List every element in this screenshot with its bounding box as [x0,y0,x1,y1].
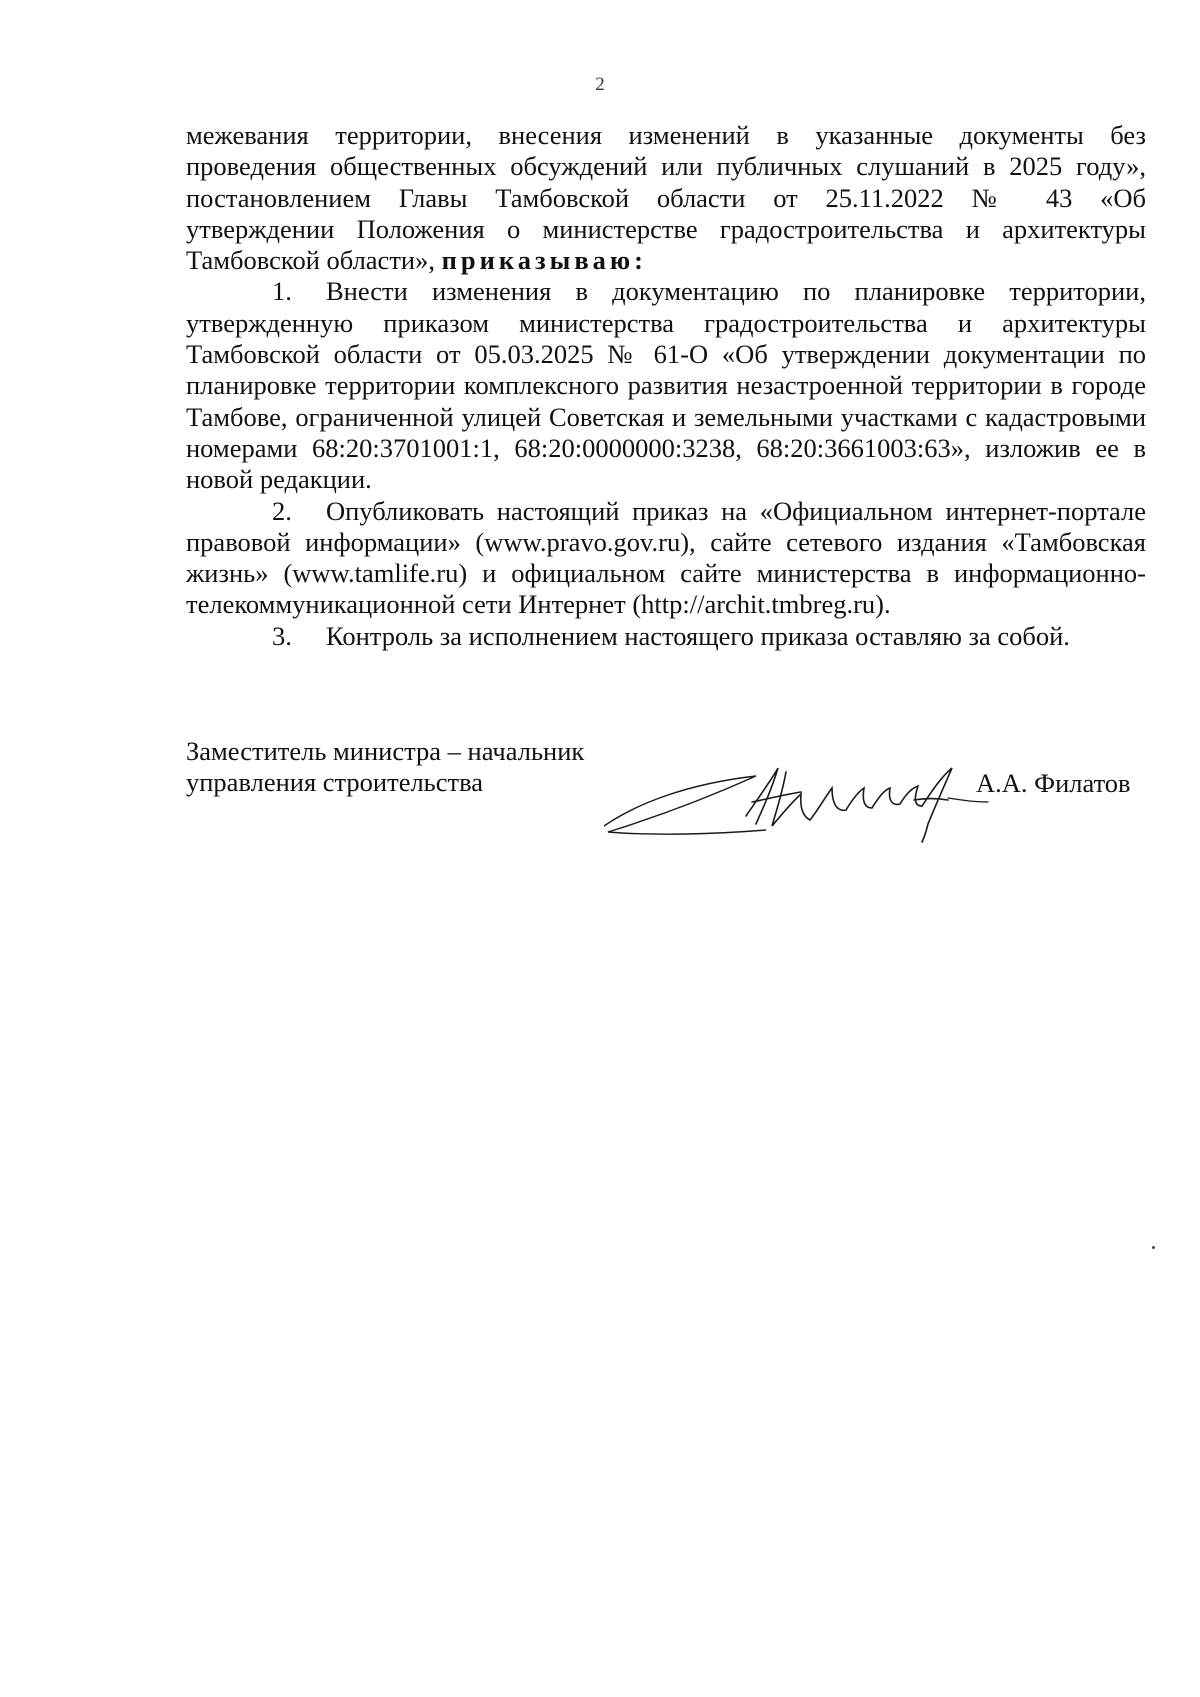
order-item-text: Опубликовать настоящий приказ на «Официальном интернет-портале правовой информации» (www.pravo.gov.ru), сайте сетевого издания «Тамбовская жизнь» (www.tamlife.ru) и официальном сайте министерства в информационно-телекоммуникационной сети Интернет (http://archit.tmbreg.ru). [186,495,1146,620]
intro-paragraph [186,120,1146,276]
order-item-2 [186,496,1146,621]
intro-line: межевания территории, внесения изменений в указанные документы без [186,120,1146,150]
signatory-position-line-2: управления строительства [186,767,484,798]
intro-last-line-text: Тамбовской области», [186,245,435,276]
order-item-1 [186,276,1146,495]
page-number: 2 [595,74,605,95]
order-item-number: 1. [272,276,292,307]
document-body [186,120,1146,652]
order-item-number: 3. [272,620,292,651]
order-word: приказываю: [441,245,647,276]
order-item-text: Внести изменения в документацию по планировке территории, утвержденную приказом министерства градостроительства и архитектуры Тамбовской области от 05.03.2025 № 61-О «Об утверждении документации по планировке территории комплексного развития незастроенной территории в городе Тамбове, ограниченной улицей Советская и земельными участками с кадастровыми номерами 68:20:3701001:1, 68:20:0000000:3238, 68:20:3661003:63», изложив ее в новой редакции. [186,276,1146,495]
intro-line: утверждении Положения о министерстве градостроительства и архитектуры [186,213,1146,244]
order-item-number: 2. [272,495,292,526]
intro-line: постановлением Главы Тамбовской области от 25.11.2022 № 43 «Об [186,182,1146,213]
intro-line: проведения общественных обсуждений или публичных слушаний в 2025 году», [186,151,1146,182]
order-item-3 [186,621,1146,652]
order-item-text: Контроль за исполнением настоящего приказа оставляю за собой. [326,620,1070,651]
signatory-position-line-1: Заместитель министра – начальник [186,736,585,766]
signature-block [186,736,1146,846]
scan-speck [1152,1246,1155,1249]
signatory-name: А.А. Филатов [976,768,1131,798]
intro-line [186,245,1146,276]
handwritten-signature [596,754,1016,844]
